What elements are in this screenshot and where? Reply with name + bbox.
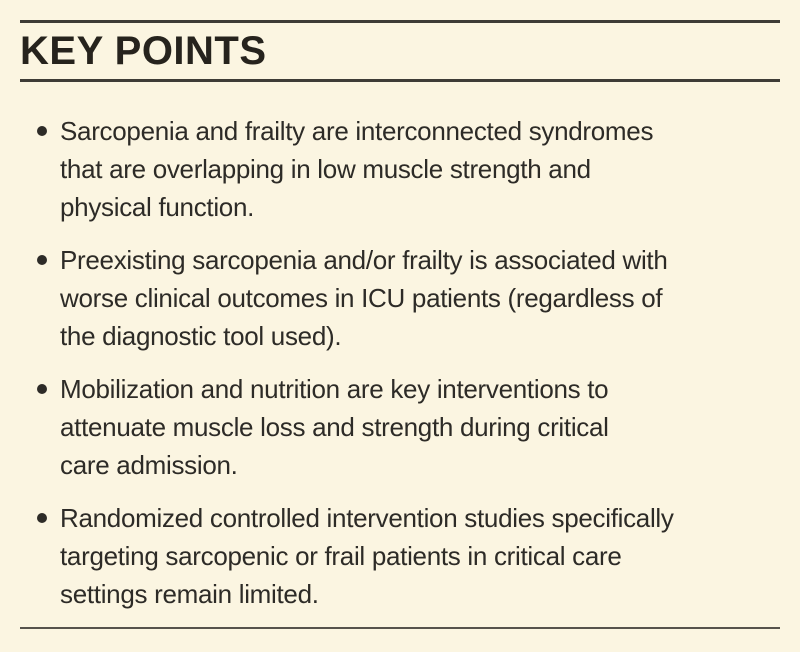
bullet-line: care admission. (60, 450, 238, 480)
bullet-line: that are overlapping in low muscle strength and (60, 154, 591, 184)
bullet-line: Mobilization and nutrition are key interventions to (60, 374, 609, 404)
bullet-line: targeting sarcopenic or frail patients in critical care (60, 541, 622, 571)
bullet-line: worse clinical outcomes in ICU patients (regardless of (60, 283, 663, 313)
bullet-icon (37, 384, 47, 394)
panel-title: KEY POINTS (20, 29, 267, 73)
title-divider (20, 79, 780, 82)
bullet-line: settings remain limited. (60, 579, 319, 609)
bullet-item (20, 499, 780, 613)
bullet-list (20, 112, 780, 613)
bullet-icon (37, 126, 47, 136)
bullet-item (20, 241, 780, 355)
bullet-icon (37, 513, 47, 523)
bottom-divider (20, 627, 780, 629)
bullet-icon (37, 255, 47, 265)
bullet-line: the diagnostic tool used). (60, 321, 342, 351)
bullet-item (20, 112, 780, 226)
bullet-line: Sarcopenia and frailty are interconnected syndromes (60, 116, 654, 146)
bullet-line: physical function. (60, 192, 255, 222)
bullet-line: attenuate muscle loss and strength during critical (60, 412, 609, 442)
bullet-line: Randomized controlled intervention studies specifically (60, 503, 674, 533)
bullet-line: Preexisting sarcopenia and/or frailty is associated with (60, 245, 668, 275)
bullet-item (20, 370, 780, 484)
